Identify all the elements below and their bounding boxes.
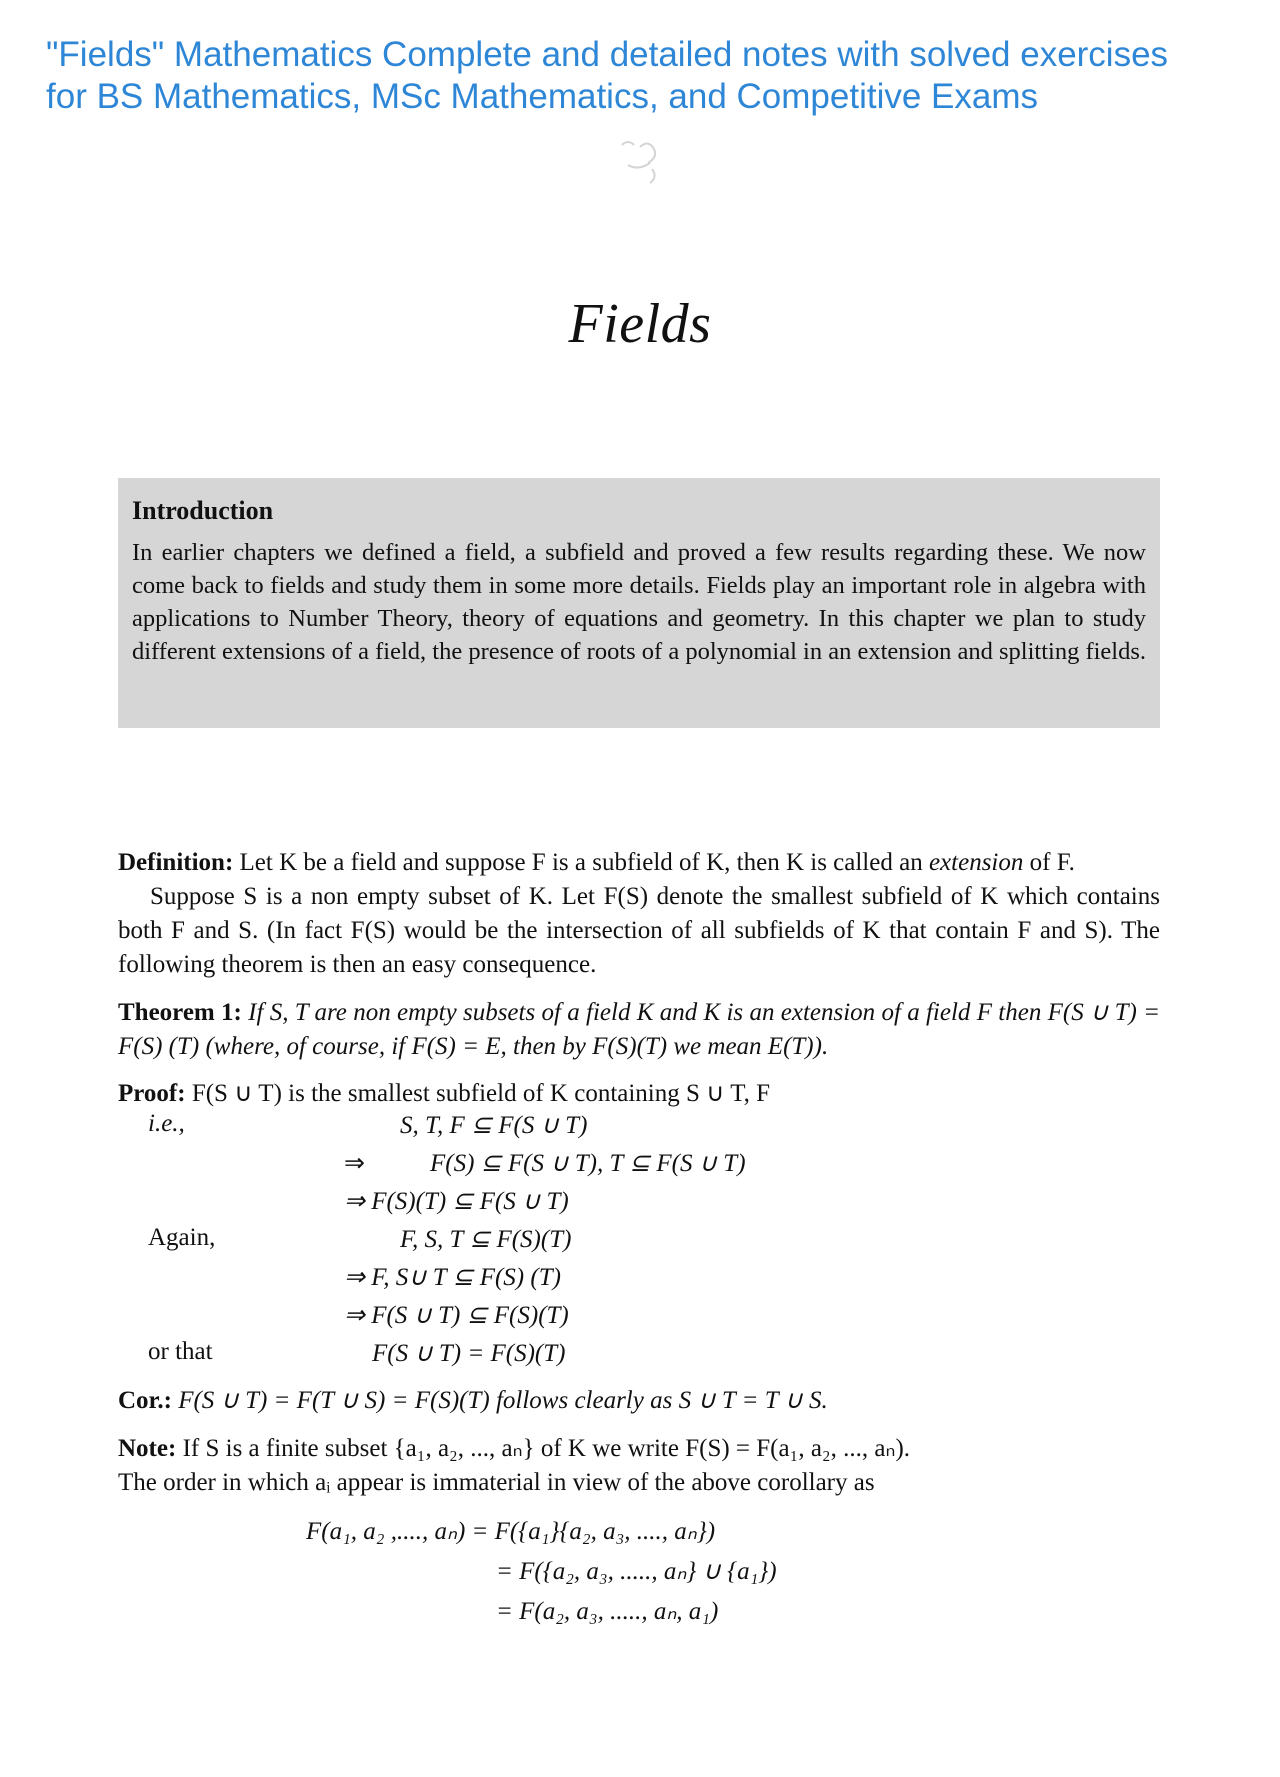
proof-step-2: F(S) ⊆ F(S ∪ T), T ⊆ F(S ∪ T) [430, 1150, 746, 1177]
corollary-label: Cor.: [118, 1387, 172, 1414]
subset-text: Suppose S is a non empty subset of K. Let F(S) denote the smallest subfield of K which contains both F and S. (In fact F(S) would be the intersection of all subfields of K that contain F and S). The following theorem is then an easy consequence. [118, 883, 1160, 978]
proof-text: F(S ∪ T) is the smallest subfield of K containing S ∪ T, F [191, 1080, 771, 1107]
scan-smudge-icon [610, 135, 690, 195]
corollary-paragraph [118, 1384, 1160, 1418]
proof-label: Proof: [118, 1080, 186, 1107]
chapter-title: Fields [568, 293, 712, 355]
proof-step-1: S, T, F ⊆ F(S ∪ T) [400, 1112, 588, 1139]
note-paragraph [118, 1432, 1160, 1500]
banner-line-1: "Fields" Mathematics Complete and detailed notes with solved exercises [46, 35, 1169, 74]
implies-arrow: ⇒ [344, 1150, 365, 1177]
page-banner [46, 34, 1266, 118]
definition-label: Definition: [118, 849, 234, 876]
introduction-heading: Introduction [132, 496, 274, 525]
introduction-box [118, 478, 1160, 728]
note-text-1: If S is a finite subset {a₁, a₂, ..., aₙ} of K we write F(S) = F(a₁, a₂, ..., aₙ). [182, 1435, 911, 1462]
proof-step-3: ⇒ F(S)(T) ⊆ F(S ∪ T) [344, 1188, 569, 1215]
proof-step-6: ⇒ F(S ∪ T) ⊆ F(S)(T) [344, 1302, 569, 1329]
banner-line-2: for BS Mathematics, MSc Mathematics, and Competitive Exams [46, 77, 1038, 116]
introduction-text: In earlier chapters we defined a field, a subfield and proved a few results regarding these. We now come back to fields and study them in some more details. Fields play an important role in algebra with applications to Number Theory, theory of equations and geometry. In this chapter we plan to study different extensions of a field, the presence of roots of a polynomial in an extension and splitting fields. [132, 539, 1146, 665]
proof-step-5: ⇒ F, S∪ T ⊆ F(S) (T) [344, 1264, 561, 1291]
proof-step-4: F, S, T ⊆ F(S)(T) [400, 1226, 572, 1253]
definition-term: extension [928, 849, 1024, 876]
subset-paragraph [118, 880, 1160, 982]
proof-or-that-label: or that [148, 1338, 213, 1365]
note-label: Note: [118, 1435, 177, 1462]
definition-text-a: Let K be a field and suppose F is a subfield of K, then K is called an [239, 849, 923, 876]
note-equation-2: = F({a₂, a₃, ....., aₙ} ∪ {a₁}) [496, 1558, 777, 1585]
theorem-paragraph [118, 996, 1160, 1064]
proof-again-label: Again, [148, 1224, 216, 1251]
corollary-text: F(S ∪ T) = F(T ∪ S) = F(S)(T) follows clearly as S ∪ T = T ∪ S. [178, 1387, 828, 1414]
proof-paragraph [118, 1077, 1160, 1111]
note-equation-1: F(a₁, a₂ ,...., aₙ) = F({a₁}{a₂, a₃, ...., aₙ}) [306, 1518, 716, 1545]
note-text-2: The order in which aᵢ appear is immaterial in view of the above corollary as [118, 1469, 875, 1496]
definition-paragraph [118, 846, 1160, 880]
note-equation-3: = F(a₂, a₃, ....., aₙ, a₁) [496, 1598, 719, 1625]
definition-text-b: of F. [1029, 849, 1075, 876]
theorem-label: Theorem 1: [118, 999, 242, 1026]
proof-step-7: F(S ∪ T) = F(S)(T) [372, 1340, 566, 1367]
theorem-text: If S, T are non empty subsets of a field K and K is an extension of a field F then F(S ∪ T) = F(S) (T) (where, of course, if F(S) = E, then by F(S)(T) we mean E(T)). [118, 999, 1160, 1060]
proof-ie-label: i.e., [148, 1110, 185, 1137]
